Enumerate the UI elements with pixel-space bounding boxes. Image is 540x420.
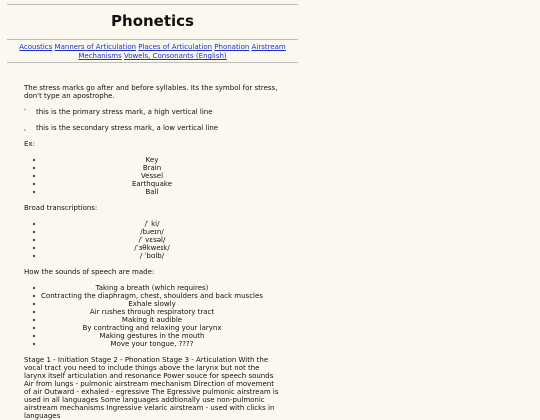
list-item: Making gestures in the mouth (24, 332, 280, 340)
list-item: Making it audible (24, 316, 280, 324)
top-nav (7, 43, 298, 61)
primary-stress-text: this is the primary stress mark, a high vertical line (36, 108, 213, 116)
broad-transcriptions-list (24, 220, 280, 260)
how-sounds-list (24, 284, 280, 348)
list-item: Brain (24, 164, 280, 172)
broad-transcriptions-label: Broad transcriptions: (24, 204, 98, 212)
examples-list (24, 156, 280, 196)
nav-link-acoustics[interactable]: Acoustics (19, 43, 53, 51)
nav-link-manners[interactable]: Manners of Articulation (54, 43, 137, 51)
primary-stress-symbol: ˈ (24, 108, 26, 116)
list-item: Air rushes through respiratory tract (24, 308, 280, 316)
list-item: /bɹeɪn/ (24, 228, 280, 236)
intro-text: The stress marks go after and before syllables. Its the symbol for stress, don't type an apostrophe. (24, 84, 278, 100)
stages-paragraph: Stage 1 - Initiation Stage 2 - Phonation Stage 3 - Articulation With the vocal tract you need to include things above the larynx but not the larynx itself articulation and resonance Power souce for speech sounds Air from lungs - pulmonic airstream mechanism Direction of movement of air Outward - exhaled - egressive The Egressive pulmonic airstream is used in all languages Some languages addtionally use non-pulmonic airstream mechanisms Ingressive velaric airstream - used with clicks in languages (24, 356, 279, 420)
how-sounds-label: How the sounds of speech are made: (24, 268, 155, 276)
secondary-mark-line (24, 124, 280, 132)
nav-divider (7, 62, 298, 63)
main-content (24, 84, 280, 420)
list-item: Exhale slowly (24, 300, 280, 308)
list-item: /ˈ vɛsəl/ (24, 236, 280, 244)
list-item: Earthquake (24, 180, 280, 188)
nav-link-phonation[interactable]: Phonation (214, 43, 250, 51)
top-divider (7, 4, 298, 5)
list-item: Taking a breath (which requires) (24, 284, 280, 292)
list-item: Ball (24, 188, 280, 196)
secondary-stress-symbol: ˌ (24, 124, 26, 132)
list-item: /ˈ ki/ (24, 220, 280, 228)
list-item: By contracting and relaxing your larynx (24, 324, 280, 332)
nav-link-vowels-consonants[interactable]: Vowels, Consonants (English) (124, 52, 227, 60)
nav-link-airstream[interactable]: Airstream Mechanisms (78, 43, 286, 60)
list-item: /ˈɜθkweɪk/ (24, 244, 280, 252)
examples-label: Ex: (24, 140, 35, 148)
list-item: Contracting the diaphragm, chest, shoulders and back muscles (24, 292, 280, 300)
secondary-stress-text: this is the secondary stress mark, a low vertical line (36, 124, 219, 132)
list-item: / ˈbɑlb/ (24, 252, 280, 260)
title-divider (7, 39, 298, 40)
primary-mark-line (24, 108, 280, 116)
list-item: Vessel (24, 172, 280, 180)
nav-link-places[interactable]: Places of Articulation (138, 43, 213, 51)
list-item: Key (24, 156, 280, 164)
page-title: Phonetics (111, 12, 194, 30)
list-item: Move your tongue, ???? (24, 340, 280, 348)
